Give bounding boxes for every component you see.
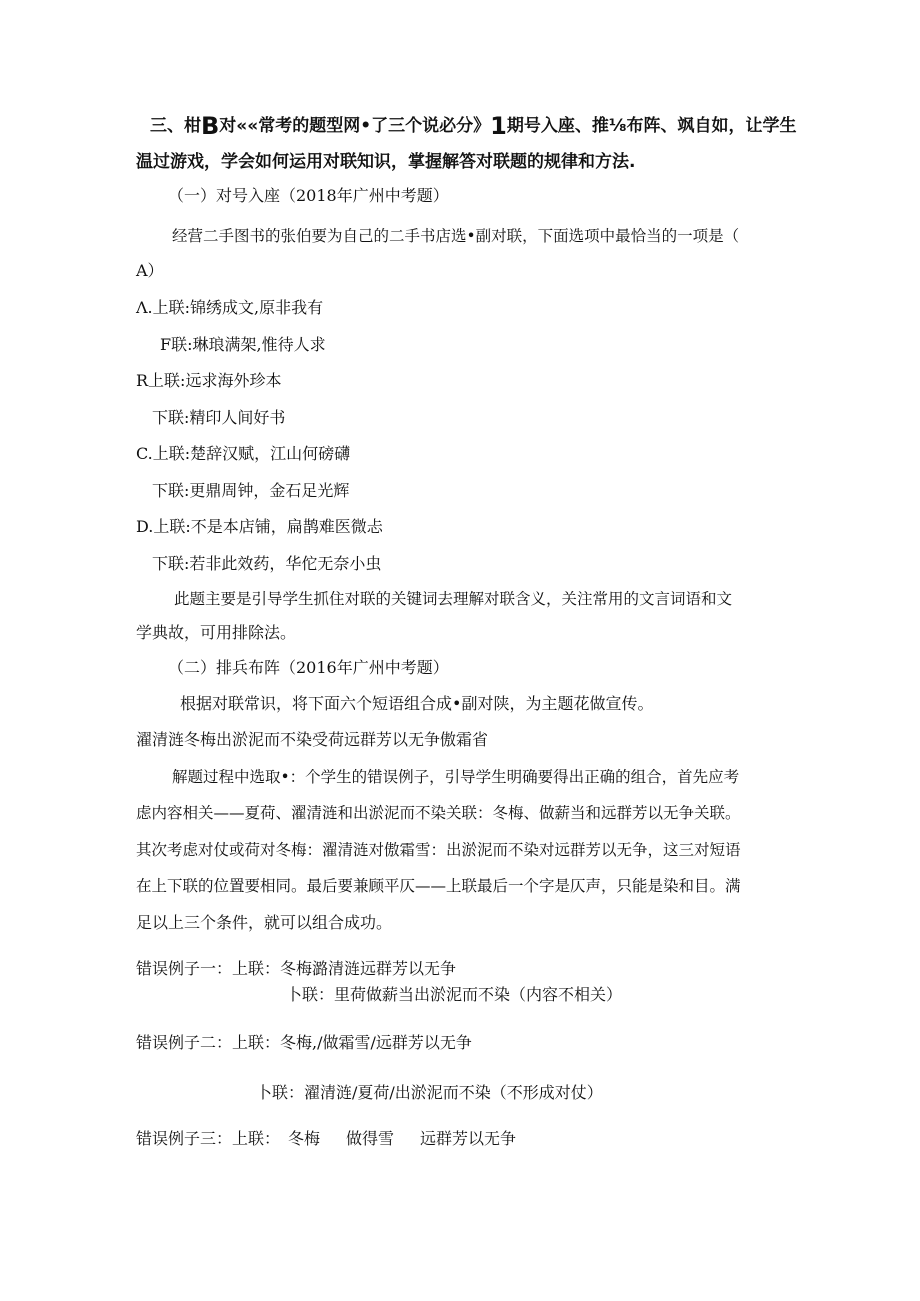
section2-analysis-line-4: 在上下联的位置要相同。最后要兼顾平仄——上联最后一个字是仄声，只能是染和目。满 [136, 877, 741, 895]
option-a-upper: Λ.上联:锦绣成文,原非我有 [136, 298, 324, 317]
error-example-3-part-2: 做得雪 [346, 1129, 395, 1148]
section2-instruction: 根据对联常识，将下面六个短语组合成•副对陕，为主题花做宣传。 [180, 694, 654, 713]
section1-analysis-line-1: 此题主要是引导学生抓住对联的关键词去理解对联含义，关注常用的文言词语和文 [174, 590, 733, 608]
section1-question-line-2: A） [136, 261, 164, 280]
option-a-lower: F联:琳琅满架,惟待人求 [160, 335, 326, 354]
heading-line-1 [150, 113, 796, 139]
heading-part-2: 对««常考的题型网•了三个说必分》 [219, 116, 491, 136]
heading-big-b: B [201, 112, 220, 140]
section2-analysis-line-1: 解题过程中选取•：个学生的错误例子，引导学生明确要得出正确的组合，首先应考 [172, 768, 740, 786]
heading-part-1: 三、柑 [150, 116, 201, 136]
heading-big-1: 1 [490, 112, 507, 140]
error-example-1: 错误例子一：上联：冬梅潞清涟远群芳以无争 [136, 959, 457, 978]
section2-title: （二）排兵布阵（2016年广州中考题） [168, 658, 449, 677]
error-example-3-part-3: 远群芳以无争 [420, 1129, 517, 1148]
heading-line-2: 温过游戏，学会如何运用对联知识，掌握解答对联题的规律和方法. [136, 152, 636, 172]
section1-question-line-1: 经营二手图书的张伯要为自己的二手书店选•副对联，下面选项中最恰当的一项是（ [172, 227, 740, 245]
error-example-3 [136, 1129, 516, 1149]
option-d-upper: D.上联:不是本店铺，扁鹊难医微忐 [136, 517, 383, 536]
section2-analysis-line-2: 虑内容相关——夏荷、濯清涟和出淤泥而不染关联：冬梅、做薪当和远群芳以无争关联。 [136, 804, 741, 822]
option-b-lower: 下联:精印人间好书 [152, 408, 286, 427]
heading-part-3: 期号入座、推⅛布阵、飒自如，让学生 [506, 116, 797, 136]
error-example-2: 错误例子二：上联：冬梅,/做霜雪/远群芳以无争 [136, 1033, 472, 1052]
section2-analysis-line-5: 足以上三个条件，就可以组合成功。 [136, 913, 393, 932]
option-b-upper: R上联:远求海外珍本 [136, 371, 282, 390]
error-example-2-lower: 卜联：濯清涟/夏荷/出淤泥而不染（不形成对仗） [256, 1083, 603, 1102]
error-example-3-label: 错误例子三：上联： [136, 1129, 281, 1148]
option-c-upper: C.上联:楚辞汉赋，江山何磅礴 [136, 444, 351, 463]
option-c-lower: 下联:更鼎周钟，金石足光辉 [152, 481, 350, 500]
section1-analysis-line-2: 学典故，可用排除法。 [136, 623, 297, 642]
option-d-lower: 下联:若非此效药，华佗无奈小虫 [152, 554, 382, 573]
error-example-1-lower: 卜联：里荷做薪当出淤泥而不染（内容不相关） [286, 985, 623, 1004]
error-example-3-part-1: 冬梅 [288, 1129, 321, 1148]
section2-phrases: 濯清涟冬梅出淤泥而不染受荷远群芳以无争傲霜省 [136, 730, 489, 749]
section2-analysis-line-3: 其次考虑对仗或荷对冬梅：濯清涟对傲霜雪：出淤泥而不染对远群芳以无争，这三对短语 [136, 841, 741, 859]
section1-title: （一）对号入座（2018年广州中考题） [168, 186, 449, 205]
